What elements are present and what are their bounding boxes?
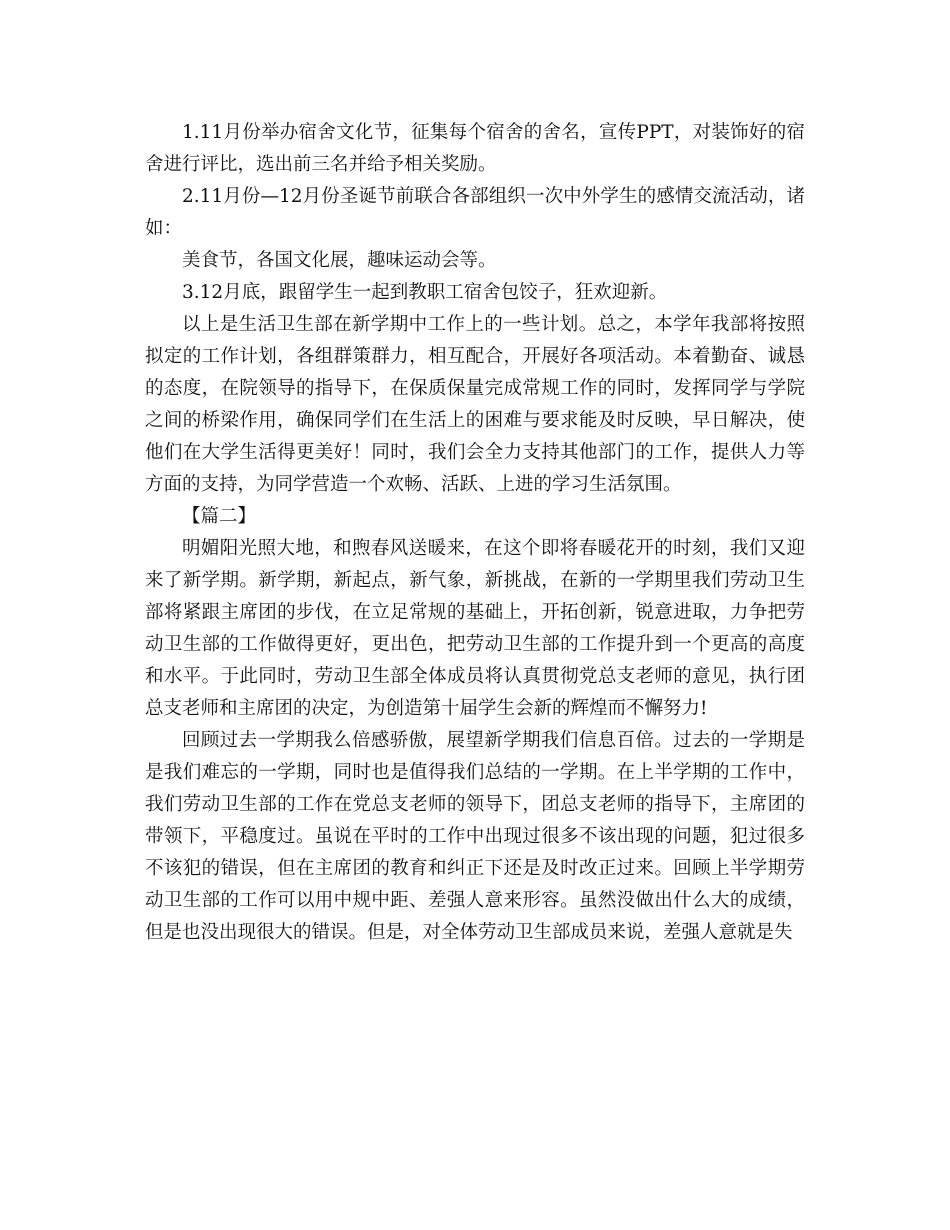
document-body bbox=[145, 117, 805, 949]
review-paragraph: 回顾过去一学期我么倍感骄傲，展望新学期我们信息百倍。过去的一学期是是我们难忘的一学期，同时也是值得我们总结的一学期。在上半学期的工作中，我们劳动卫生部的工作在党总支老师的领导下，团总支老师的指导下，主席团的带领下，平稳度过。虽说在平时的工作中出现过很多不该出现的问题，犯过很多不该犯的错误，但在主席团的教育和纠正下还是及时改正过来。回顾上半学期劳动卫生部的工作可以用中规中距、差强人意来形容。虽然没做出什么大的成绩，但是也没出现很大的错误。但是，对全体劳动卫生部成员来说，差强人意就是失 bbox=[145, 730, 805, 943]
paragraph-item-4: 3.12月底，跟留学生一起到教职工宿舍包饺子，狂欢迎新。 bbox=[182, 282, 668, 303]
paragraph-item-1: 1.11月份举办宿舍文化节，征集每个宿舍的舍名，宣传PPT，对装饰好的宿舍进行评比，选出前三名并给予相关奖励。 bbox=[145, 122, 805, 175]
paragraph-item-2: 2.11月份—12月份圣诞节前联合各部组织一次中外学生的感情交流活动，诸如： bbox=[145, 186, 805, 239]
section-heading: 【篇二】 bbox=[182, 506, 257, 527]
paragraph-item-3: 美食节，各国文化展，趣味运动会等。 bbox=[182, 250, 497, 271]
intro-paragraph: 明媚阳光照大地，和煦春风送暖来，在这个即将春暖花开的时刻，我们又迎来了新学期。新学期，新起点，新气象，新挑战，在新的一学期里我们劳动卫生部将紧跟主席团的步伐，在立足常规的基础上，开拓创新，锐意进取，力争把劳动卫生部的工作做得更好，更出色，把劳动卫生部的工作提升到一个更高的高度和水平。于此同时，劳动卫生部全体成员将认真贯彻党总支老师的意见，执行团总支老师和主席团的决定，为创造第十届学生会新的辉煌而不懈努力! bbox=[145, 538, 805, 719]
summary-paragraph: 以上是生活卫生部在新学期中工作上的一些计划。总之，本学年我部将按照拟定的工作计划，各组群策群力，相互配合，开展好各项活动。本着勤奋、诚恳的态度，在院领导的指导下，在保质保量完成常规工作的同时，发挥同学与学院之间的桥梁作用，确保同学们在生活上的困难与要求能及时反映，早日解决，使他们在大学生活得更美好！同时，我们会全力支持其他部门的工作，提供人力等方面的支持，为同学营造一个欢畅、活跃、上进的学习生活氛围。 bbox=[145, 314, 805, 495]
